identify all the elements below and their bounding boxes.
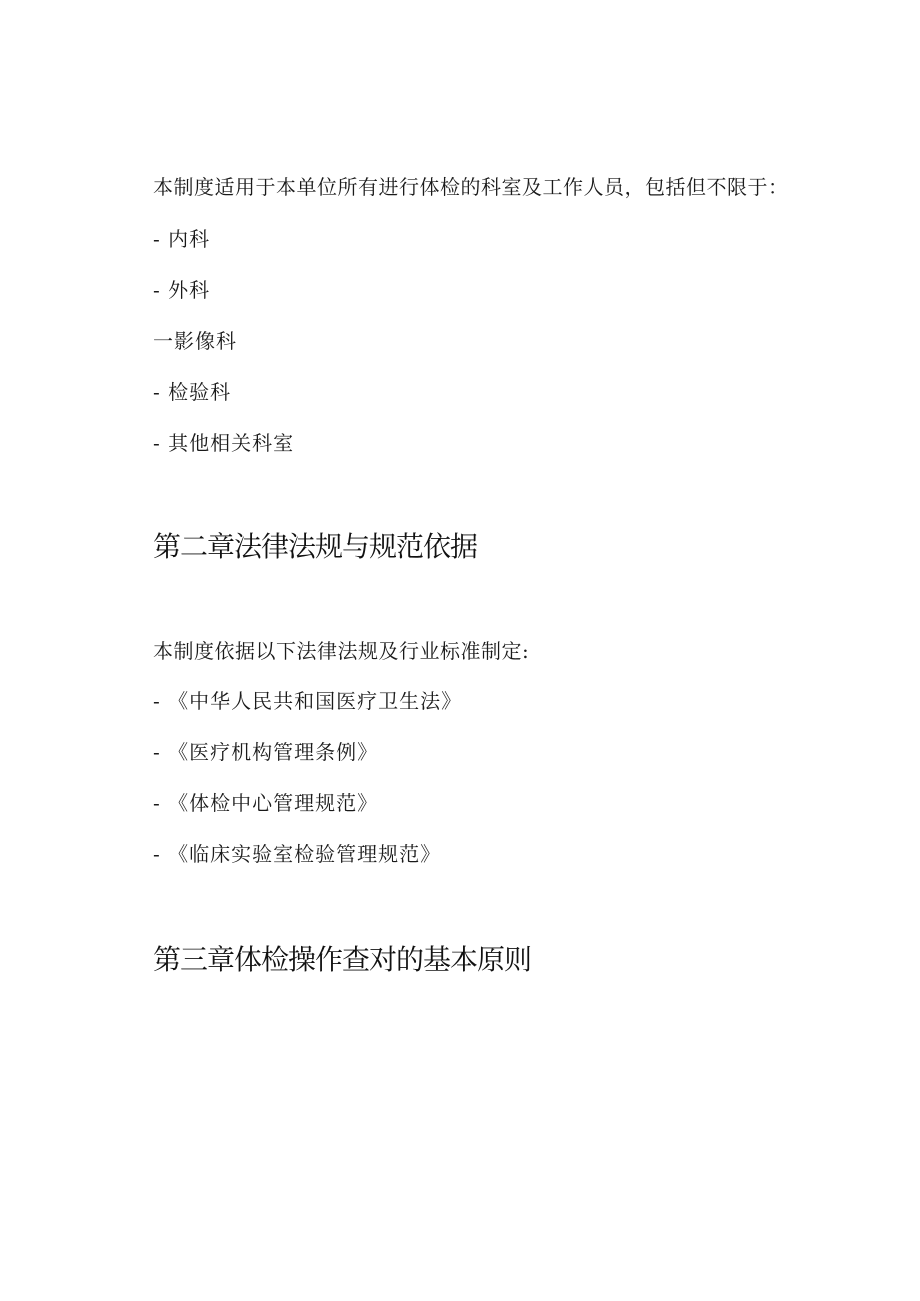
chapter-2-heading: 第二章法律法规与规范依据 — [153, 530, 478, 563]
scope-item-imaging: 一影像科 — [153, 329, 237, 353]
scope-item-internal-medicine: - 内科 — [153, 227, 211, 251]
law-item-medical-health-law: - 《中华人民共和国医疗卫生法》 — [153, 689, 463, 713]
scope-intro: 本制度适用于本单位所有进行体检的科室及工作人员，包括但不限于： — [153, 175, 789, 199]
law-item-clinical-lab-norms: - 《临床实验室检验管理规范》 — [153, 842, 442, 866]
chapter-2-intro: 本制度依据以下法律法规及行业标准制定: — [153, 639, 530, 663]
law-item-checkup-center-norms: - 《体检中心管理规范》 — [153, 791, 379, 815]
chapter-3-heading: 第三章体检操作查对的基本原则 — [153, 943, 532, 976]
scope-item-laboratory: - 检验科 — [153, 380, 232, 404]
law-item-medical-institution-regulations: - 《医疗机构管理条例》 — [153, 740, 379, 764]
scope-item-surgery: - 外科 — [153, 278, 211, 302]
scope-item-other-departments: - 其他相关科室 — [153, 431, 295, 455]
